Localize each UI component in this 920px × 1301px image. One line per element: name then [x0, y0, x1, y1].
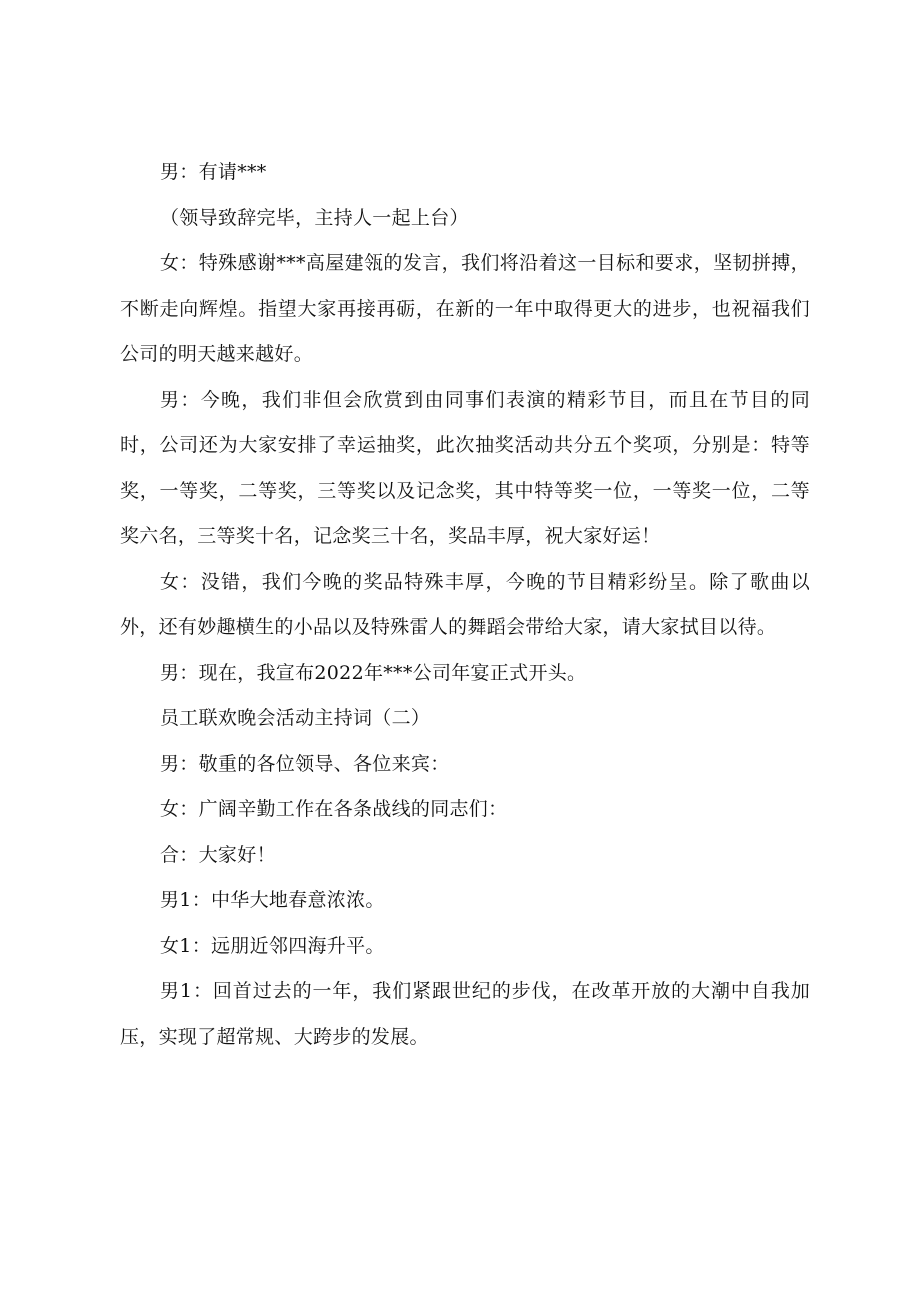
paragraph: 女1：远朋近邻四海升平。 [160, 934, 385, 957]
section-heading: 员工联欢晚会活动主持词（二） [160, 707, 431, 729]
paragraph: 男：今晚，我们非但会欣赏到由同事们表演的精彩节目，而且在节目的同时，公司还为大家安排了幸运抽奖，此次抽奖活动共分五个奖项，分别是：特等奖，一等奖，二等奖，三等奖以及记念奖，其中特等奖一位，一等奖一位，二等奖六名，三等奖十名，记念奖三十名，奖品丰厚，祝大家好运！ [120, 388, 810, 547]
paragraph: 男：现在，我宣布2022年***公司年宴正式开头。 [160, 661, 587, 684]
paragraph: 男1：回首过去的一年，我们紧跟世纪的步伐，在改革开放的大潮中自我加压，实现了超常规、大跨步的发展。 [120, 980, 810, 1048]
paragraph: 男1：中华大地春意浓浓。 [160, 889, 385, 911]
paragraph: 女：没错，我们今晚的奖品特殊丰厚，今晚的节目精彩纷呈。除了歌曲以外，还有妙趣横生的小品以及特殊雷人的舞蹈会带给大家，请大家拭目以待。 [120, 570, 810, 638]
paragraph: （领导致辞完毕，主持人一起上台） [160, 206, 469, 229]
paragraph: 男：有请*** [160, 161, 267, 183]
paragraph: 女：广阔辛勤工作在各条战线的同志们： [160, 798, 508, 820]
paragraph: 合：大家好！ [160, 843, 276, 866]
paragraph: 男：敬重的各位领导、各位来宾： [160, 752, 450, 775]
document-body [120, 150, 810, 1060]
paragraph: 女：特殊感谢***高屋建瓴的发言，我们将沿着这一目标和要求，坚韧拼搏，不断走向辉煌。指望大家再接再砺，在新的一年中取得更大的进步，也祝福我们公司的明天越来越好。 [120, 252, 810, 365]
